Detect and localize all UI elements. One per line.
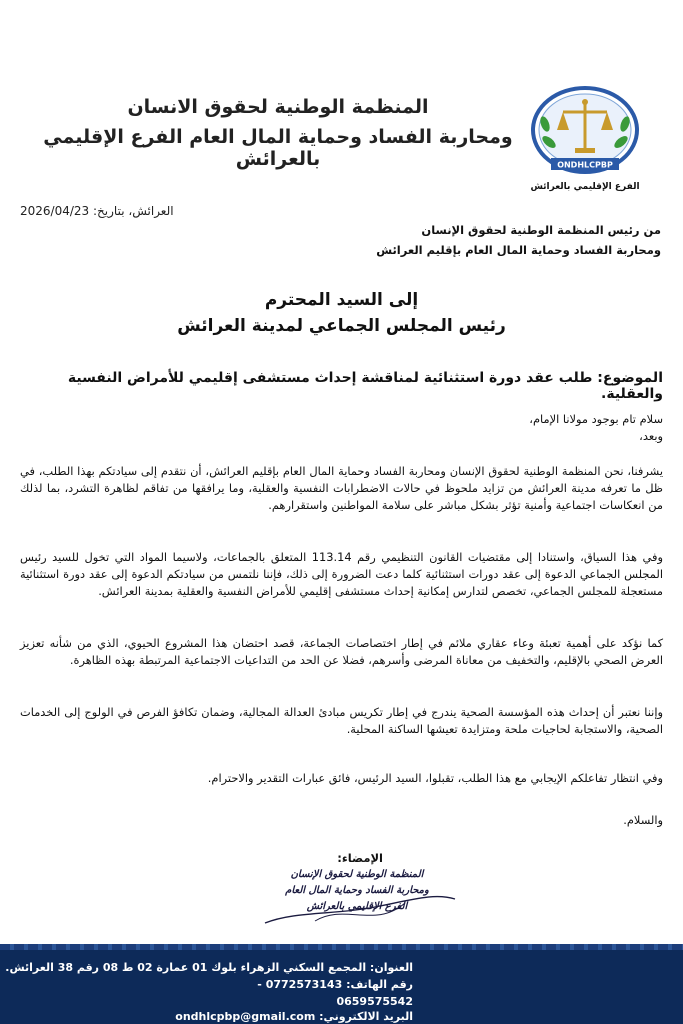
stamp-line1: المنظمة الوطنية لحقوق الإنسان — [290, 869, 424, 880]
paragraph-3: كما نؤكد على أهمية تعبئة وعاء عقاري ملائم في إطار اختصاصات الجماعة، قصد احتضان هذا المشروع الحيوي، الذي من شأنه تعزيز العرض الصحي بالإقليم، والتخفيف من معاناة المرضى وأسرهم، فضلا عن الحد من التداعيات الاجتماعية المرتبطة بهذه الظاهرة. — [20, 636, 663, 667]
stamp-line2: ومحاربة الفساد وحماية المال العام — [285, 885, 429, 896]
sender-line2: ومحاربة الفساد وحماية المال العام بإقليم العرائش — [376, 243, 661, 257]
org-name-line2: ومحاربة الفساد وحماية المال العام الفرع الإقليمي بالعرائش — [43, 126, 513, 170]
signature-scribble-icon — [255, 863, 460, 933]
logo-subtitle: الفرع الإقليمي بالعرائش — [530, 182, 640, 192]
footer-email[interactable]: البريد الالكتروني: ondhlcpbp@gmail.com — [175, 1010, 413, 1023]
letter-date: العرائش، بتاريخ: 2026/04/23 — [20, 204, 174, 218]
paragraph-2: وفي هذا السياق، واستنادا إلى مقتضيات القانون التنظيمي رقم 113.14 المتعلق بالجماعات، ولاسيما المواد التي تخول للسيد رئيس المجلس الجماعي الدعوة إلى عقد دورات استثنائية كلما دعت الضرورة إلى ذلك، فإننا نلتمس من سيادتكم الدعوة إلى عقد دورة استثنائية مستعجلة للمجلس الجماعي، تخصص لتدارس إمكانية إحداث مستشفى إقليمي للأمراض النفسية والعقلية بمدينة العرائش. — [20, 550, 663, 598]
signature-stamp — [255, 863, 460, 933]
recipient-line1: إلى السيد المحترم — [264, 290, 419, 310]
footer-address: العنوان: المجمع السكني الزهراء بلوك 01 عمارة 02 ط 08 رقم 38 العرائش. — [5, 961, 413, 974]
sender-line1: من رئيس المنظمة الوطنية لحقوق الإنسان — [421, 223, 661, 237]
greeting-line1: سلام تام بوجود مولانا الإمام، — [529, 412, 663, 426]
sender-block — [261, 220, 661, 260]
greeting — [20, 411, 663, 445]
footer-phone: رقم الهاتف: 0772573143 - — [257, 978, 413, 991]
paragraph-1: يشرفنا، نحن المنظمة الوطنية لحقوق الإنسان ومحاربة الفساد وحماية المال العام بإقليم العرائش، أن نتقدم إلى سيادتكم بهذا الطلب، في ظل ما تعرفه مدينة العرائش من تزايد ملحوظ في حالات الاضطرابات النفسية والعقلية، وما يرافقها من تفاقم لظاهرة التشرد، بما لذلك من انعكاسات اجتماعية وأمنية تؤثر بشكل مباشر على سلامة المواطنين واستقرارهم. — [20, 464, 663, 512]
paragraph-4: وإننا نعتبر أن إحداث هذه المؤسسة الصحية يندرج في إطار تكريس مبادئ العدالة المجالية، وضمان تكافؤ الفرص في الولوج إلى الخدمات الصحية، والاستجابة لحاجيات ملحة ومتزايدة تعيشها الساكنة المحلية. — [20, 705, 663, 736]
recipient-line2: رئيس المجلس الجماعي لمدينة العرائش — [177, 316, 506, 336]
signature-label: الإمضاء: — [337, 851, 383, 865]
footer-phone-2: 0659575542 — [336, 995, 413, 1008]
letter-subject: الموضوع: طلب عقد دورة استثنائية لمناقشة إحداث مستشفى إقليمي للأمراض النفسية والعقلية. — [67, 370, 663, 402]
greeting-line2: وبعد، — [639, 429, 663, 443]
footer-stripe — [0, 944, 683, 950]
organization-logo-icon — [525, 84, 645, 184]
org-name-line1: المنظمة الوطنية لحقوق الانسان — [127, 96, 429, 118]
stamp-line3: الفرع الإقليمي بالعرائش — [306, 901, 408, 912]
logo-acronym: ONDHLCPBP — [557, 160, 613, 170]
closing: والسلام. — [623, 813, 663, 827]
paragraph-5: وفي انتظار تفاعلكم الإيجابي مع هذا الطلب، تقبلوا، السيد الرئيس، فائق عبارات التقدير والاحترام. — [207, 771, 663, 785]
